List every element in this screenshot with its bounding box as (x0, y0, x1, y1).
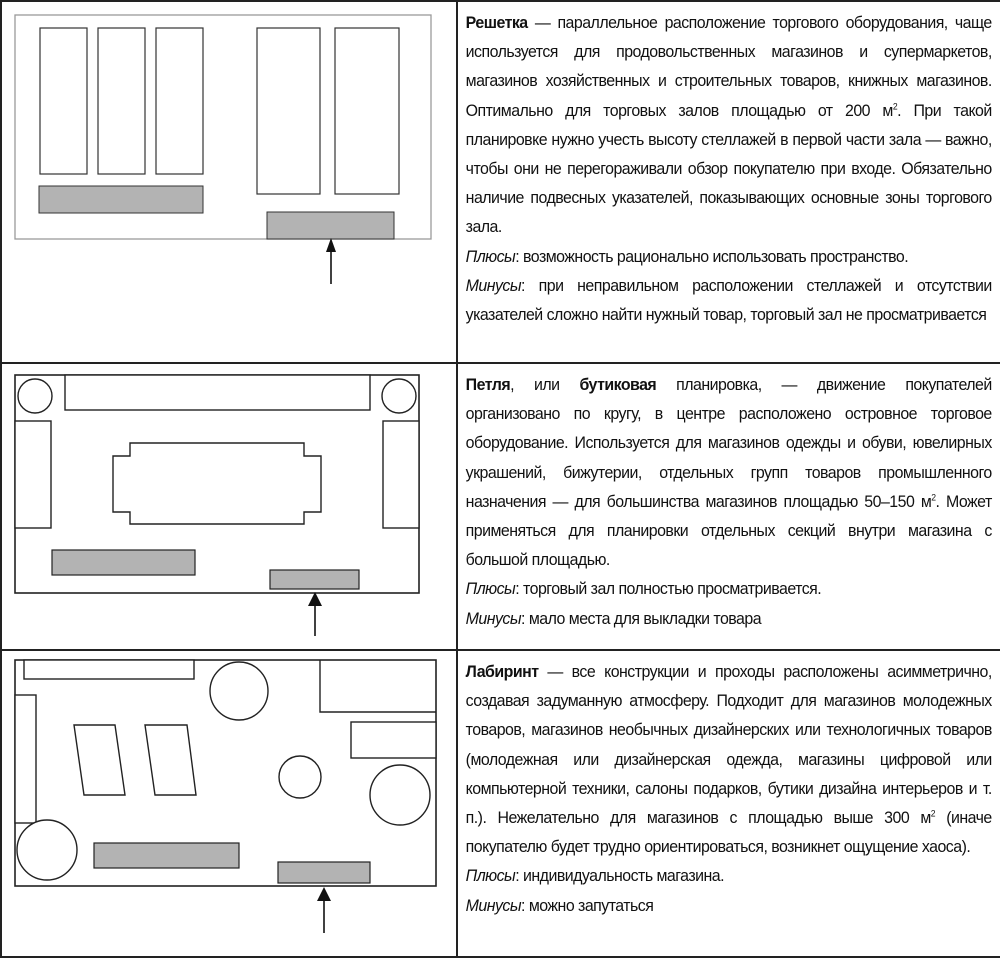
checkout-counter (267, 212, 394, 239)
island-display (113, 443, 321, 524)
labyrinth-diagram-cell (1, 650, 457, 957)
grid-description: Решетка — параллельное расположение торгового оборудования, чаще используется для продовольственных магазинов и супермаркетов, магазинов хозяйственных и строительных товаров, книжных магазинов. Оптимально для торговых залов площадью от 200 $м^2$. При такой планировке нужно учесть высоту стеллажей в первой части зала — важно, чтобы они не перегораживали обзор покупателю при входе. Обязательно наличие подвесных указателей, показывающих основные зоны торгового зала. (465, 13, 992, 237)
checkout-counter (278, 862, 370, 883)
round-display (17, 820, 77, 880)
shelf (98, 28, 145, 174)
loop-cons: Минусы: мало места для выкладки товара (465, 608, 762, 628)
wall-shelf (15, 421, 51, 528)
corner-shelf (320, 660, 436, 712)
grid-description-cell (457, 1, 1000, 363)
term-title: Петля (465, 375, 511, 394)
checkout-counter (270, 570, 359, 589)
loop-description: Петля, или бутиковая планировка, — движение покупателей организовано по кругу, в центре расположено островное торговое оборудование. Используется для магазинов одежды и обуви, ювелирных украшений, бижутерии, отдельных групп товаров промышленного назначения — для большинства магазинов площадью 50–150 $м^2$. Может применяться для планировки отдельных секций внутри магазина с большой площадью. (465, 375, 992, 570)
table-row-labyrinth (1, 650, 1000, 957)
labyrinth-layout-diagram (2, 651, 458, 954)
round-display (370, 765, 430, 825)
loop-pros: Плюсы: торговый зал полностью просматривается. (465, 579, 822, 599)
round-display (18, 379, 52, 413)
grid-diagram-cell (1, 1, 457, 363)
entrance-arrow-head (317, 887, 331, 901)
shelf (257, 28, 320, 194)
wall-shelf (24, 660, 194, 679)
labyrinth-description: Лабиринт — все конструкции и проходы расположены асимметрично, создавая задуманную атмосферу. Подходит для магазинов молодежных товаров, магазинов необычных дизайнерских или технологичных товаров (молодежная или дизайнерская одежда, магазины цифровой или компьютерной техники, салоны подарков, бутики дизайна интерьеров и т. п.). Нежелательно для магазинов с площадью выше 300 $м^2$ (иначе покупателю будет трудно ориентироваться, возникнет ощущение хаоса). (465, 662, 992, 857)
grid-cons: Минусы: при неправильном расположении стеллажей и отсутствии указателей сложно найти нужный товар, торговый зал не просматривается (465, 275, 992, 325)
wall-shelf (351, 722, 436, 758)
term-title: Решетка (465, 13, 528, 32)
angled-shelf (145, 725, 196, 795)
term-title: Лабиринт (465, 662, 539, 681)
entrance-arrow-head (308, 592, 322, 606)
wall-shelf (15, 695, 36, 823)
term-title-alt: бутиковая (579, 375, 657, 394)
angled-shelf (74, 725, 125, 795)
labyrinth-cons: Минусы: можно запутаться (465, 895, 654, 915)
entrance-arrow-head (326, 238, 336, 252)
grid-layout-diagram (2, 2, 458, 362)
loop-layout-diagram (2, 364, 458, 649)
round-display (382, 379, 416, 413)
grid-pros: Плюсы: возможность рационально использовать пространство. (465, 246, 909, 266)
labyrinth-description-cell (457, 650, 1000, 957)
wall-shelf (383, 421, 419, 528)
shelf (40, 28, 87, 174)
checkout-counter (52, 550, 195, 575)
loop-description-cell (457, 363, 1000, 650)
round-display (279, 756, 321, 798)
checkout-counter (39, 186, 203, 213)
table-row-grid (1, 1, 1000, 363)
wall-shelf (65, 375, 370, 410)
table-row-loop (1, 363, 1000, 650)
loop-diagram-cell (1, 363, 457, 650)
round-display (210, 662, 268, 720)
checkout-counter (94, 843, 239, 868)
shelf (156, 28, 203, 174)
labyrinth-pros: Плюсы: индивидуальность магазина. (465, 866, 724, 886)
shelf (335, 28, 399, 194)
